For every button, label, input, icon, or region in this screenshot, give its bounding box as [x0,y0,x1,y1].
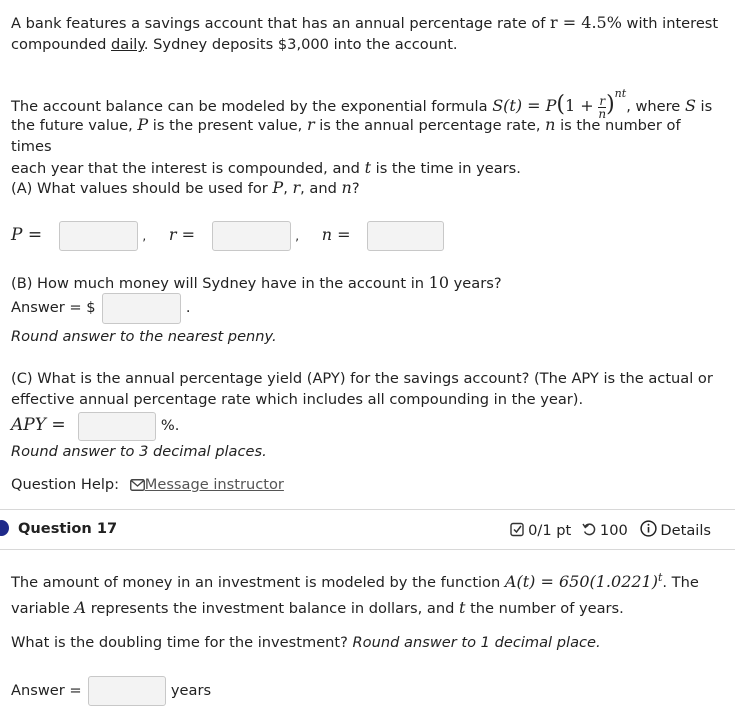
r-input[interactable] [212,221,291,251]
q17-hint: Round answer to 1 decimal place. [352,634,601,651]
formula-text: The account balance can be modeled by the exponential formula S(t) = P(1 + $\frac{r}{n}$ )$^{nt}$, where S is [11,87,713,121]
answer-b-input[interactable] [102,293,181,324]
answer-b-label: Answer = $ [11,299,96,316]
separator-top [0,509,735,510]
apy-input[interactable] [78,412,156,441]
daily-link: daily [111,36,144,53]
question-help [11,474,723,495]
formula-lhs: S(t) = P [492,96,557,115]
details-link[interactable]: Details [660,522,711,539]
attempts-text: 100 [599,522,628,539]
question-meta [510,520,711,539]
part-b-hint: Round answer to the nearest penny. [11,328,277,345]
formula-definitions: the future value, P is the present value, r is the annual percentage rate, n is the number of times each year that the interest is compounded, and t is the time in years. [11,115,681,177]
fraction-r-over-n: $\frac{r}{n}$ [598,93,607,121]
r-label: r = [168,225,195,244]
checkbox-score-icon [510,522,525,537]
q17-text: The amount of money in an investment is modeled by the function $A(t) = 650(1.0221)^t$. The variable A represents the investment balance in dollars, and t the number of years. [11,571,699,617]
q17-answer [11,675,211,706]
question-17-header [0,518,735,540]
separator-bottom [0,549,735,550]
part-c-question: (C) What is the annual percentage yield (APY) for the savings account? (The APY is the actual or effective annual percentage rate which includes all compounding in the year). [11,370,713,408]
part-c-hint: Round answer to 3 decimal places. [11,443,267,460]
score-text: 0/1 pt [528,522,572,539]
part-a-question: (A) What values should be used for P, r, and n? [11,178,360,197]
question-title: Question 17 [18,520,118,537]
part-a-inputs: P = , r = , n = [11,220,444,250]
q17-answer-label: Answer = [11,682,82,699]
p-label: P = [11,225,43,245]
p-input[interactable] [59,221,138,251]
q17-question: What is the doubling time for the investment? Round answer to 1 decimal place. [11,634,601,651]
mail-icon [130,479,145,491]
q17-answer-input[interactable] [88,676,166,706]
rate-expression: r = 4.5% [550,13,622,32]
units-label: years [170,682,212,699]
intro-text: A bank features a savings account that has an annual percentage rate of r = 4.5% with interest compounded daily. Sydney deposits $3,000 into the account. [11,13,719,53]
apy-label: APY = [11,415,66,435]
n-input[interactable] [367,221,444,251]
retry-icon [582,522,597,537]
function-expression: A(t) = 650(1.0221) [504,571,658,591]
n-label: n = [321,225,351,244]
question-help-label: Question Help: [11,476,120,493]
message-instructor-link[interactable]: Message instructor [130,476,284,493]
part-c-answer: APY = %. [11,410,179,440]
part-b-answer: Answer = $ . [11,292,190,324]
part-b-question: (B) How much money will Sydney have in the account in 10 years? [11,273,502,292]
info-icon[interactable] [640,520,657,537]
